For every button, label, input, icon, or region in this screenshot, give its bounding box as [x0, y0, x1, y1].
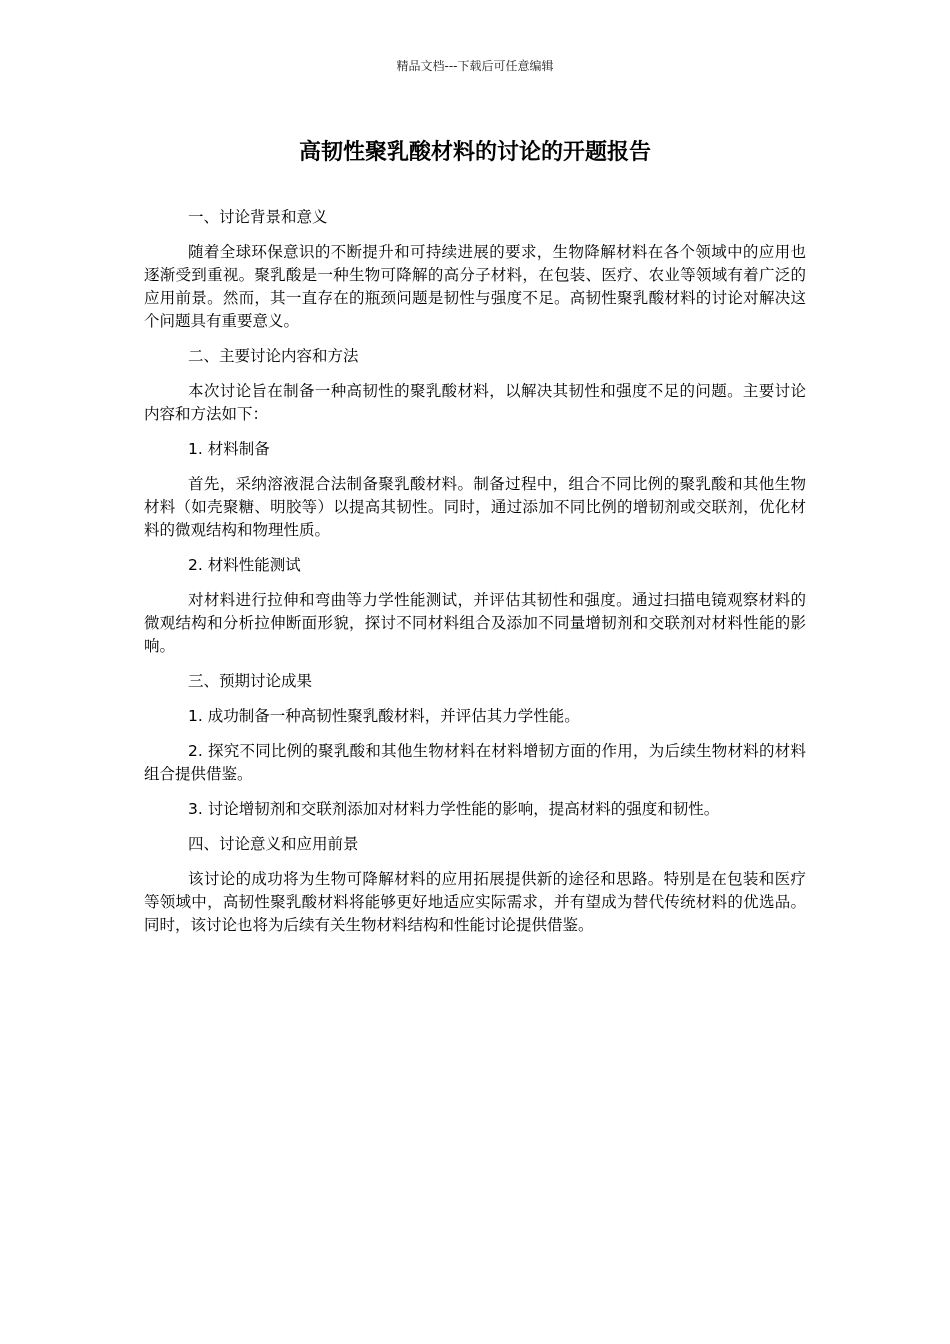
- paragraph-content-intro: 本次讨论旨在制备一种高韧性的聚乳酸材料，以解决其韧性和强度不足的问题。主要讨论内容和方法如下：: [144, 382, 806, 423]
- paragraph-material-preparation: 首先，采纳溶液混合法制备聚乳酸材料。制备过程中，组合不同比例的聚乳酸和其他生物材料（如壳聚糖、明胶等）以提高其韧性。同时，通过添加不同比例的增韧剂或交联剂，优化材料的微观结构和物理性质。: [144, 475, 806, 539]
- paragraph-performance-testing: 对材料进行拉伸和弯曲等力学性能测试，并评估其韧性和强度。通过扫描电镜观察材料的微观结构和分析拉伸断面形貌，探讨不同材料组合及添加不同量增韧剂和交联剂对材料性能的影响。: [144, 591, 806, 655]
- subheading-performance-testing: 2. 材料性能测试: [188, 556, 301, 574]
- paragraph-background: 随着全球环保意识的不断提升和可持续进展的要求，生物降解材料在各个领域中的应用也逐渐受到重视。聚乳酸是一种生物可降解的高分子材料，在包装、医疗、农业等领域有着广泛的应用前景。然而，其一直存在的瓶颈问题是韧性与强度不足。高韧性聚乳酸材料的讨论对解决这个问题具有重要意义。: [144, 243, 806, 330]
- section-heading-content-methods: 二、主要讨论内容和方法: [188, 347, 359, 365]
- list-item-result-2: 2. 探究不同比例的聚乳酸和其他生物材料在材料增韧方面的作用，为后续生物材料的材料组合提供借鉴。: [144, 742, 806, 783]
- paragraph-significance: 该讨论的成功将为生物可降解材料的应用拓展提供新的途径和思路。特别是在包装和医疗等领域中，高韧性聚乳酸材料将能够更好地适应实际需求，并有望成为替代传统材料的优选品。同时，该讨论也将为后续有关生物材料结构和性能讨论提供借鉴。: [144, 870, 806, 934]
- list-item-result-3: 3. 讨论增韧剂和交联剂添加对材料力学性能的影响，提高材料的强度和韧性。: [188, 800, 720, 818]
- list-item-result-1: 1. 成功制备一种高韧性聚乳酸材料，并评估其力学性能。: [188, 707, 580, 725]
- header-note: 精品文档---下载后可任意编辑: [396, 59, 554, 73]
- section-heading-significance: 四、讨论意义和应用前景: [188, 835, 359, 853]
- section-heading-background: 一、讨论背景和意义: [188, 208, 328, 226]
- section-heading-expected-results: 三、预期讨论成果: [188, 672, 313, 690]
- subheading-material-preparation: 1. 材料制备: [188, 440, 270, 458]
- document-title: 高韧性聚乳酸材料的讨论的开题报告: [298, 140, 651, 165]
- document-body: [144, 206, 806, 949]
